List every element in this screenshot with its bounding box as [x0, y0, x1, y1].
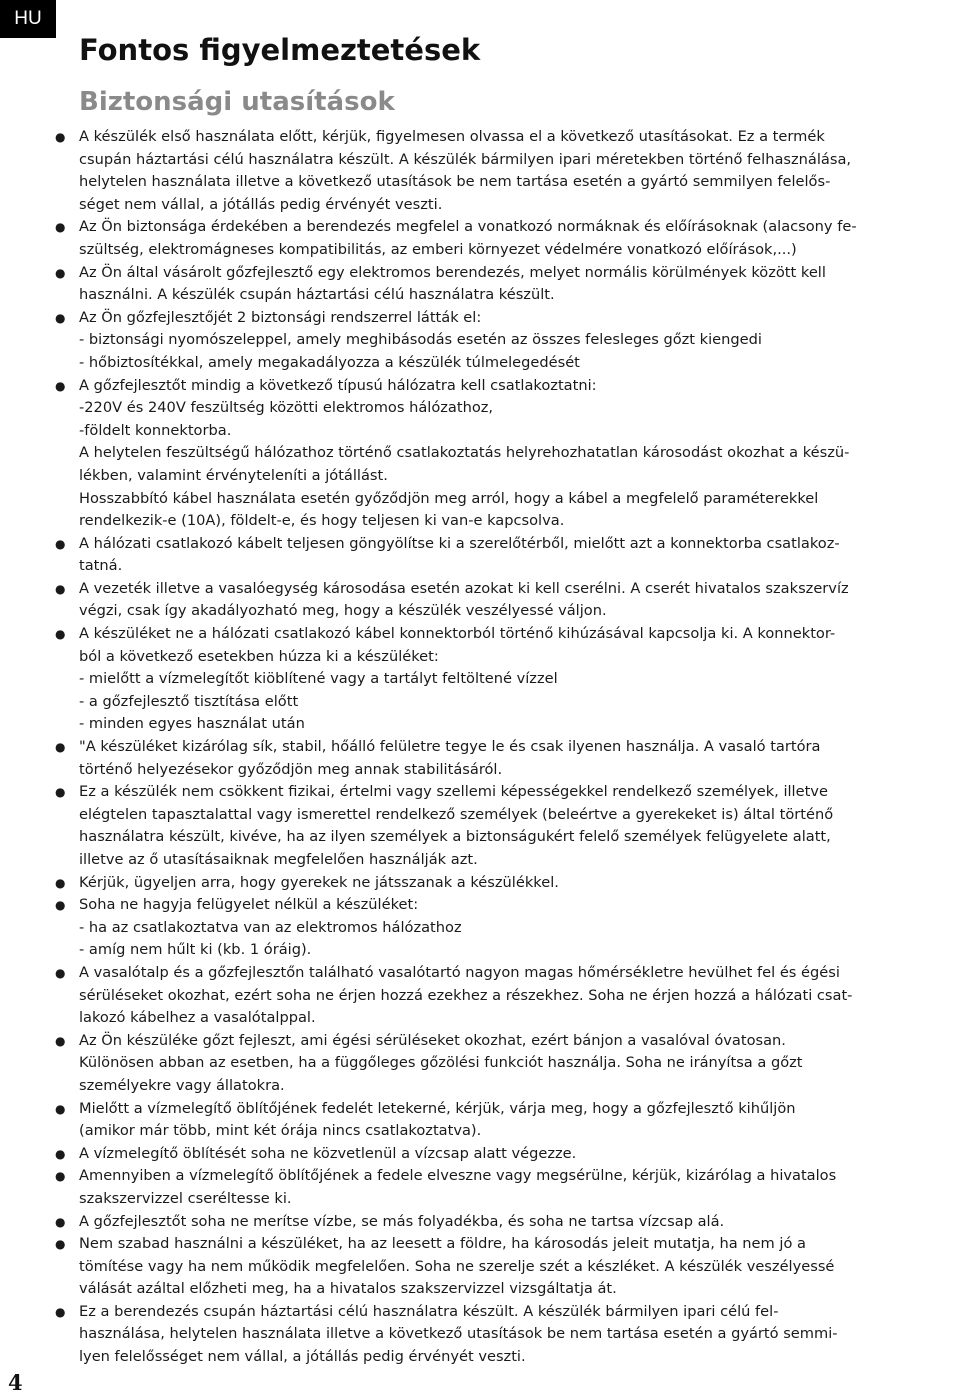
text-line: "A készüléket kizárólag sík, stabil, hőálló felületre tegye le és csak ilyenen használja. A vasaló tartóra: [79, 738, 821, 756]
bullet-icon: ●: [55, 875, 66, 890]
list-item: [55, 533, 959, 578]
text-line: Nem szabad használni a készüléket, ha az leesett a földre, ha károsodás jeleit mutatja, ha nem jó a: [79, 1235, 806, 1253]
text-line: ból a következő esetekben húzza ki a készüléket:: [79, 647, 439, 665]
bullet-icon: ●: [55, 1304, 66, 1319]
text-line: A hálózati csatlakozó kábelt teljesen göngyölítse ki a szerelőtérből, mielőtt azt a konnektorba csatlakoz-: [79, 534, 840, 552]
bullet-icon: ●: [55, 536, 66, 551]
safety-instructions-list: [55, 126, 959, 1369]
bullet-icon: ●: [55, 898, 66, 913]
list-item: [55, 126, 959, 216]
bullet-icon: ●: [55, 740, 66, 755]
text-line: - mielőtt a vízmelegítőt kiöblítené vagy a tartályt feltöltené vízzel: [79, 670, 558, 688]
text-line: Hosszabbító kábel használata esetén győződjön meg arról, hogy a kábel a megfelelő paraméterekkel: [79, 489, 819, 507]
text-line: lékben, valamint érvényteleníti a jótállást.: [79, 466, 388, 484]
text-line: válását azáltal előzheti meg, ha a hivatalos szakszervizzel vizsgáltatja át.: [79, 1280, 617, 1298]
list-item: [55, 216, 959, 261]
text-line: illetve az ő utasításaiknak megfelelően használják azt.: [79, 851, 478, 868]
text-line: A gőzfejlesztőt mindig a következő típusú hálózatra kell csatlakoztatni:: [79, 376, 597, 394]
text-line: személyekre vagy állatokra.: [79, 1076, 285, 1094]
page-title: Fontos figyelmeztetések: [79, 33, 481, 67]
text-line: lyen felelősséget nem vállal, a jótállás pedig érvényét veszti.: [79, 1348, 526, 1366]
text-line: -220V és 240V feszültség közötti elektromos hálózathoz,: [79, 399, 494, 417]
bullet-icon: ●: [55, 1101, 66, 1116]
list-item: [55, 307, 959, 375]
list-item: [55, 1143, 959, 1166]
list-item: [55, 1211, 959, 1234]
text-line: A helytelen feszültségű hálózathoz történő csatlakoztatás helyrehozhatatlan károsodást okozhat a készü-: [79, 444, 850, 462]
text-line: - hőbiztosítékkal, amely megakadályozza a készülék túlmelegedését: [79, 353, 580, 371]
list-item: [55, 894, 959, 962]
text-line: Az Ön gőzfejlesztőjét 2 biztonsági rendszerrel látták el:: [79, 308, 482, 326]
text-line: Az Ön biztonsága érdekében a berendezés megfelel a vonatkozó normáknak és előírásoknak (alacsony fe-: [79, 218, 857, 236]
bullet-icon: ●: [55, 265, 66, 280]
list-item: [55, 1301, 959, 1369]
text-line: Az Ön készüléke gőzt fejleszt, ami égési sérüléseket okozhat, ezért bánjon a vasalóval óvatosan.: [79, 1031, 786, 1049]
text-line: helytelen használata illetve a következő utasítások be nem tartása esetén a gyártó semmilyen felelős-: [79, 173, 831, 191]
text-line: szültség, elektromágneses kompatibilitás, az emberi környezet védelmére vonatkozó előírások,...): [79, 240, 797, 258]
bullet-icon: ●: [55, 378, 66, 393]
text-line: Különösen abban az esetben, ha a függőleges gőzölési funkciót használja. Soha ne irányítsa a gőzt: [79, 1054, 803, 1072]
text-line: végzi, csak így akadályozható meg, hogy a készülék veszélyessé váljon.: [79, 602, 607, 620]
page-number: 4: [8, 1370, 23, 1395]
bullet-icon: ●: [55, 220, 66, 235]
section-subtitle: Biztonsági utasítások: [79, 87, 395, 117]
text-line: Ez a berendezés csupán háztartási célú használatra készült. A készülék bármilyen ipari célú fel-: [79, 1302, 779, 1320]
text-line: rendelkezik-e (10A), földelt-e, és hogy teljesen ki van-e kapcsolva.: [79, 512, 565, 530]
text-line: sérüléseket okozhat, ezért soha ne érjen hozzá ezekhez a részekhez. Soha ne érjen hozzá a hálózati csat-: [79, 986, 853, 1004]
text-line: A vezeték illetve a vasalóegység károsodása esetén azokat ki kell cserélni. A cserét hivatalos szakszervíz: [79, 579, 849, 597]
text-line: tatná.: [79, 557, 123, 575]
text-line: - amíg nem hűlt ki (kb. 1 óráig).: [79, 941, 312, 959]
text-line: használása, helytelen használata illetve a következő utasítások be nem tartása esetén a gyártó semmi-: [79, 1325, 838, 1343]
bullet-icon: ●: [55, 1033, 66, 1048]
text-line: A gőzfejlesztőt soha ne merítse vízbe, se más folyadékba, és soha ne tartsa vízcsap alá.: [79, 1212, 725, 1230]
list-item: [55, 375, 959, 533]
bullet-icon: ●: [55, 965, 66, 980]
text-line: séget nem vállal, a jótállás pedig érvényét veszti.: [79, 195, 443, 213]
list-item: [55, 1030, 959, 1098]
bullet-icon: ●: [55, 1214, 66, 1229]
list-item: [55, 962, 959, 1030]
bullet-icon: ●: [55, 1169, 66, 1184]
text-line: elégtelen tapasztalattal vagy ismerettel rendelkező személyek (beleértve a gyerekeket is) által történő: [79, 805, 834, 823]
text-line: -földelt konnektorba.: [79, 421, 232, 439]
bullet-icon: ●: [55, 627, 66, 642]
bullet-icon: ●: [55, 785, 66, 800]
text-line: (amikor már több, mint két órája nincs csatlakoztatva).: [79, 1122, 482, 1140]
list-item: [55, 623, 959, 736]
text-line: Kérjük, ügyeljen arra, hogy gyerekek ne játsszanak a készülékkel.: [79, 873, 559, 891]
list-item: [55, 578, 959, 623]
text-line: használatra készült, kivéve, ha az ilyen személyek a biztonságukért felelő személyek felügyelete alatt,: [79, 828, 831, 846]
text-line: használni. A készülék csupán háztartási célú használatra készült.: [79, 286, 555, 304]
bullet-icon: ●: [55, 1237, 66, 1252]
list-item: [55, 781, 959, 871]
text-line: Mielőtt a vízmelegítő öblítőjének fedelét letekerné, kérjük, várja meg, hogy a gőzfejlesztő kihűljön: [79, 1099, 796, 1117]
bullet-icon: ●: [55, 310, 66, 325]
text-line: A készüléket ne a hálózati csatlakozó kábel konnektorból történő kihúzásával kapcsolja ki. A konnektor-: [79, 625, 836, 643]
text-line: - ha az csatlakoztatva van az elektromos hálózathoz: [79, 918, 462, 936]
text-line: Amennyiben a vízmelegítő öblítőjének a fedele elveszne vagy megsérülne, kérjük, kizárólag a hivatalos: [79, 1167, 837, 1185]
text-line: - biztonsági nyomószeleppel, amely meghibásodás esetén az összes felesleges gőzt kiengedi: [79, 331, 762, 349]
list-item: [55, 872, 959, 895]
text-line: A vasalótalp és a gőzfejlesztőn található vasalótartó nagyon magas hőmérsékletre hevülhet fel és égési: [79, 963, 840, 981]
text-line: - a gőzfejlesztő tisztítása előtt: [79, 692, 299, 710]
list-item: [55, 1233, 959, 1301]
text-line: - minden egyes használat után: [79, 715, 305, 733]
text-line: A készülék első használata előtt, kérjük, figyelmesen olvassa el a következő utasításokat. Ez a termék: [79, 128, 825, 145]
list-item: [55, 262, 959, 307]
text-line: lakozó kábelhez a vasalótalppal.: [79, 1009, 316, 1027]
text-line: Az Ön által vásárolt gőzfejlesztő egy elektromos berendezés, melyet normális körülmények között kell: [79, 263, 826, 281]
list-item: [55, 736, 959, 781]
text-line: csupán háztartási célú használatra készült. A készülék bármilyen ipari méretekben történő felhasználása,: [79, 150, 852, 168]
text-line: szakszervizzel cseréltesse ki.: [79, 1189, 292, 1207]
text-line: Soha ne hagyja felügyelet nélkül a készüléket:: [79, 896, 419, 914]
bullet-icon: ●: [55, 581, 66, 596]
list-item: [55, 1098, 959, 1143]
text-line: Ez a készülék nem csökkent fizikai, értelmi vagy szellemi képességekkel rendelkező személyek, illetve: [79, 783, 828, 801]
bullet-icon: ●: [55, 130, 66, 144]
text-line: történő helyezésekor győződjön meg annak stabilitásáról.: [79, 760, 503, 778]
text-line: A vízmelegítő öblítését soha ne közvetlenül a vízcsap alatt végezze.: [79, 1144, 577, 1162]
list-item: [55, 1165, 959, 1210]
language-tab: HU: [0, 0, 56, 38]
bullet-icon: ●: [55, 1146, 66, 1161]
text-line: tömítése vagy ha nem működik megfelelően. Soha ne szerelje szét a készléket. A készülék veszélyessé: [79, 1257, 835, 1275]
